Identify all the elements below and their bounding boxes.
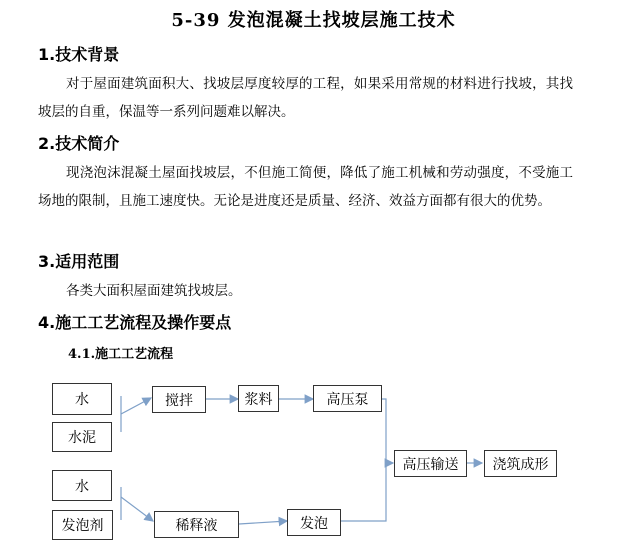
flow-box-dilute: 稀释液: [154, 511, 239, 538]
flow-box-pour: 浇筑成形: [484, 450, 557, 477]
flow-box-water-2: 水: [52, 470, 112, 501]
flow-box-cement: 水泥: [52, 422, 112, 452]
subsection-heading-flow: 4.1.施工工艺流程: [68, 347, 174, 362]
page-title: 5-39 发泡混凝土找坡层施工技术: [171, 10, 456, 31]
flow-box-foam: 发泡: [287, 509, 341, 536]
section-heading-intro: 2.技术简介: [38, 134, 120, 153]
flow-box-pump: 高压泵: [313, 385, 382, 412]
flow-box-foam-agent: 发泡剂: [52, 510, 113, 540]
flow-box-slurry: 浆料: [238, 385, 279, 412]
arrow-dilute-to-foam: [239, 521, 287, 524]
flow-box-water-1: 水: [52, 383, 112, 415]
arrow-to-dilute: [121, 497, 153, 521]
connector-foam-to-transport: [341, 463, 386, 521]
section-heading-background: 1.技术背景: [38, 45, 120, 64]
flow-box-mix: 搅拌: [152, 386, 206, 413]
section-text-scope: 各类大面积屋面建筑找坡层。: [66, 283, 242, 299]
section-text-intro: 现浇泡沫混凝土屋面找坡层，不但施工简便，降低了施工机械和劳动强度，不受施工场地的限制，且施工速度快。无论是进度还是质量、经济、效益方面都有很大的优势。: [38, 165, 573, 209]
section-heading-process: 4.施工工艺流程及操作要点: [38, 313, 232, 332]
section-heading-scope: 3.适用范围: [38, 252, 120, 271]
flow-box-hp-transport: 高压输送: [394, 450, 467, 477]
arrow-to-mix: [121, 398, 151, 414]
section-text-background: 对于屋面建筑面积大、找坡层厚度较厚的工程，如果采用常规的材料进行找坡，其找坡层的自重，保温等一系列问题难以解决。: [38, 76, 573, 120]
arrow-pump-to-transport: [382, 399, 393, 463]
